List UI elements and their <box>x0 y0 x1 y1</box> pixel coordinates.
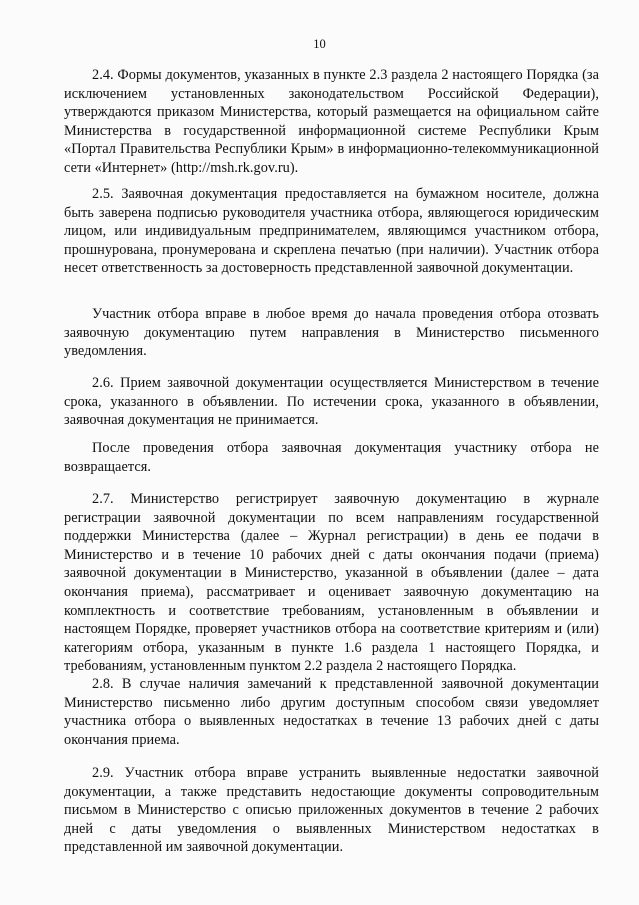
page-number: 10 <box>313 37 326 51</box>
paragraph-2-4: 2.4. Формы документов, указанных в пункте 2.3 раздела 2 настоящего Порядка (за исключением установленных законодательством Российской Федерации), утверждаются приказом Министерства, который размещается на официальном сайте Министерства в государственной информационной системе Республики Крым «Портал Правительства Республики Крым» в информационно-телекоммуникационной сети «Интернет» (http://msh.rk.gov.ru). <box>64 67 599 176</box>
paragraph-2-6: 2.6. Прием заявочной документации осуществляется Министерством в течение срока, указанного в объявлении. По истечении срока, указанного в объявлении, заявочная документация не принимается. <box>64 375 599 429</box>
paragraph-2-7: 2.7. Министерство регистрирует заявочную документацию в журнале регистрации заявочной документации по всем направлениям государственной поддержки Министерства (далее – Журнал регистрации) в день ее подачи в Министерство и в течение 10 рабочих дней с даты окончания подачи (приема) заявочной документации в Министерство, указанной в объявлении (далее – дата окончания приема), рассматривает и оценивает заявочную документацию на комплектность и соответствие требованиям, установленным в объявлении и настоящем Порядке, проверяет участников отбора на соответствие критериям и (или) категориям отбора, указанным в пункте 1.6 раздела 1 настоящего Порядка, и требованиям, установленным пунктом 2.2 раздела 2 настоящего Порядка. <box>64 491 599 675</box>
paragraph-2-5: 2.5. Заявочная документация предоставляется на бумажном носителе, должна быть заверена подписью руководителя участника отбора, являющегося юридическим лицом, или индивидуальным предпринимателем, являющимся участником отбора, прошнурована, пронумерована и скреплена печатью (при наличии). Участник отбора несет ответственность за достоверность представленной заявочной документации. <box>64 186 599 277</box>
paragraph-withdrawal: Участник отбора вправе в любое время до начала проведения отбора отозвать заявочную документацию путем направления в Министерство письменного уведомления. <box>64 306 599 360</box>
paragraph-2-8: 2.8. В случае наличия замечаний к представленной заявочной документации Министерство письменно либо другим доступным способом связи уведомляет участника отбора о выявленных недостатках в течение 13 рабочих дней с даты окончания приема. <box>64 676 599 748</box>
paragraph-2-9: 2.9. Участник отбора вправе устранить выявленные недостатки заявочной документации, а также представить недостающие документы сопроводительным письмом в Министерство с описью приложенных документов в течение 2 рабочих дней с даты уведомления о выявленных Министерством недостатках в представленной им заявочной документации. <box>64 765 599 856</box>
paragraph-no-return: После проведения отбора заявочная документация участнику отбора не возвращается. <box>64 440 599 475</box>
